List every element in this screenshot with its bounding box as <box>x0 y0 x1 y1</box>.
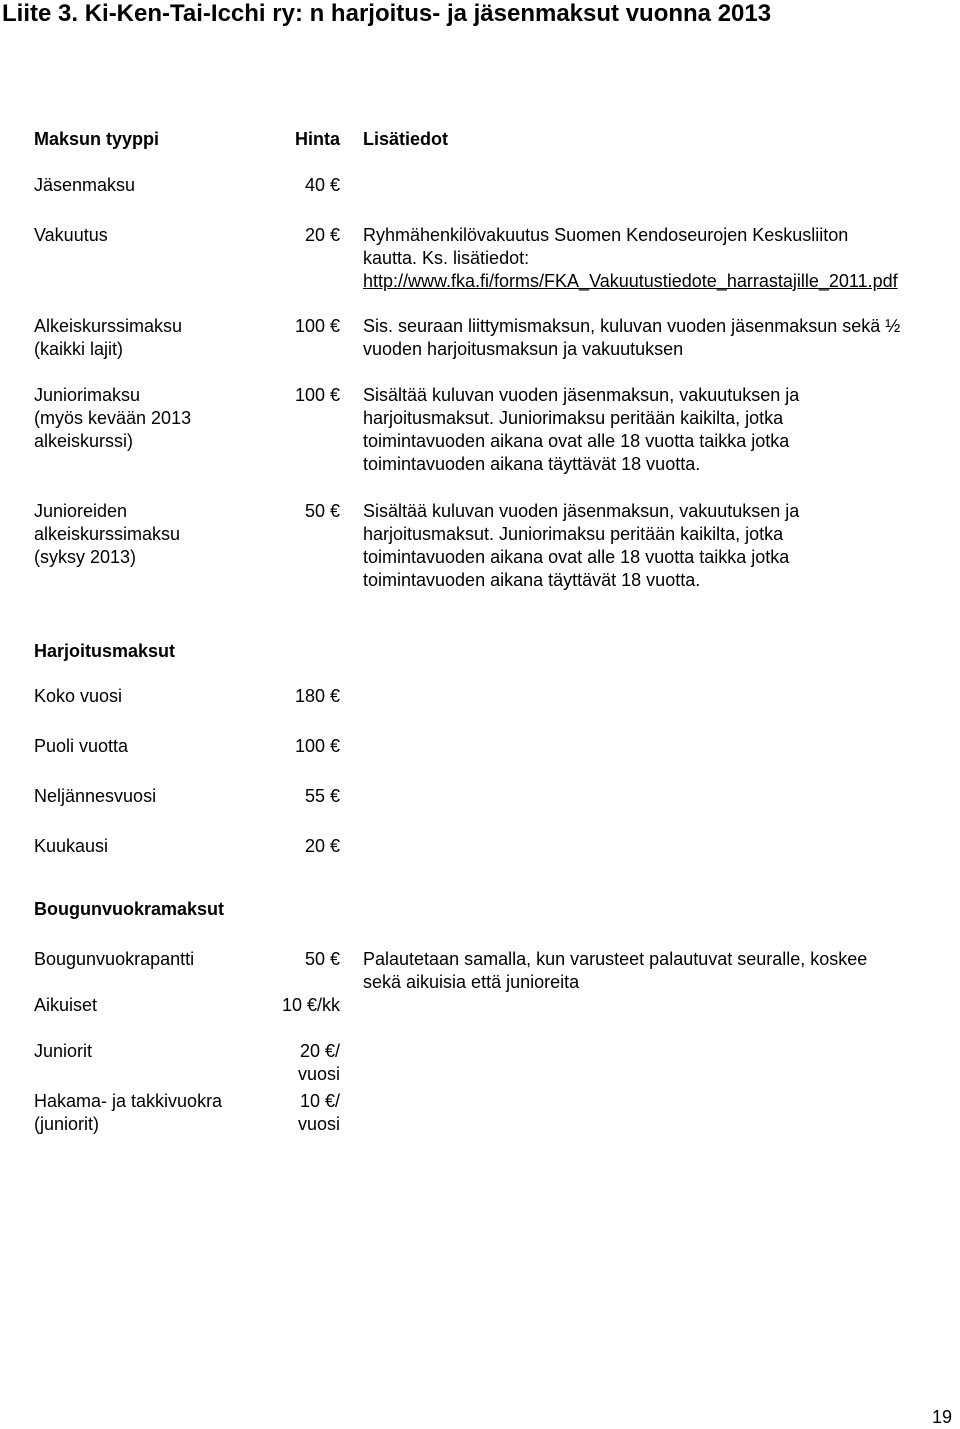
column-header-info: Lisätiedot <box>363 129 449 149</box>
training-type: Neljännesvuosi <box>34 786 157 806</box>
fee-type: Juniorimaksu (myös kevään 2013 alkeiskurssi) <box>34 385 192 451</box>
fee-price: 100 € <box>294 316 340 336</box>
training-price: 100 € <box>294 736 340 756</box>
bogu-type: Hakama- ja takkivuokra (juniorit) <box>34 1091 223 1134</box>
fee-price: 50 € <box>304 501 340 521</box>
training-price: 180 € <box>294 686 340 706</box>
bogu-price: 10 €/kk <box>281 995 340 1015</box>
section-heading-bogu: Bougunvuokramaksut <box>34 899 225 919</box>
bogu-type: Bougunvuokrapantti <box>34 949 195 969</box>
training-type: Kuukausi <box>34 836 109 856</box>
fee-info: Sis. seuraan liittymismaksun, kuluvan vuoden jäsenmaksun sekä ½ vuoden harjoitusmaksun ja vakuutuksen <box>363 316 901 359</box>
fee-info: Sisältää kuluvan vuoden jäsenmaksun, vakuutuksen ja harjoitusmaksut. Juniorimaksu peritään kaikilta, jotka toimintavuoden aikana ovat alle 18 vuotta taikka jotka toimintavuoden aikana täyttävät 18 vuotta. <box>363 501 800 590</box>
fee-type: Alkeiskurssimaksu (kaikki lajit) <box>34 316 183 359</box>
bogu-type: Aikuiset <box>34 995 98 1015</box>
fee-price: 100 € <box>294 385 340 405</box>
page-title: Liite 3. Ki-Ken-Tai-Icchi ry: n harjoitus- ja jäsenmaksut vuonna 2013 <box>2 0 772 27</box>
fee-price: 40 € <box>304 175 340 195</box>
training-price: 20 € <box>304 836 340 856</box>
insurance-link[interactable]: http://www.fka.fi/forms/FKA_Vakuutustiedote_harrastajille_2011.pdf <box>363 271 898 291</box>
fee-type: Jäsenmaksu <box>34 175 136 195</box>
bogu-price: 50 € <box>304 949 340 969</box>
fee-type: Vakuutus <box>34 225 108 245</box>
bogu-info: Palautetaan samalla, kun varusteet palautuvat seuralle, koskee sekä aikuisia että junioreita <box>363 949 868 992</box>
section-heading-training: Harjoitusmaksut <box>34 641 176 661</box>
bogu-price: 20 €/ vuosi <box>297 1041 340 1084</box>
fee-type: Junioreiden alkeiskurssimaksu (syksy 2013) <box>34 501 181 567</box>
fee-info: Ryhmähenkilövakuutus Suomen Kendoseurojen Keskusliiton kautta. Ks. lisätiedot: http://www.fka.fi/forms/FKA_Vakuutustiedote_harrastajille_2011.pdf <box>363 225 898 291</box>
training-type: Puoli vuotta <box>34 736 129 756</box>
fee-info: Sisältää kuluvan vuoden jäsenmaksun, vakuutuksen ja harjoitusmaksut. Juniorimaksu peritään kaikilta, jotka toimintavuoden aikana ovat alle 18 vuotta taikka jotka toimintavuoden aikana täyttävät 18 vuotta. <box>363 385 800 474</box>
column-header-type: Maksun tyyppi <box>34 129 160 149</box>
training-price: 55 € <box>304 786 340 806</box>
page-number: 19 <box>931 1407 952 1427</box>
bogu-price: 10 €/ vuosi <box>297 1091 340 1134</box>
column-header-price: Hinta <box>295 129 340 149</box>
bogu-type: Juniorit <box>34 1041 93 1061</box>
fee-price: 20 € <box>304 225 340 245</box>
training-type: Koko vuosi <box>34 686 123 706</box>
